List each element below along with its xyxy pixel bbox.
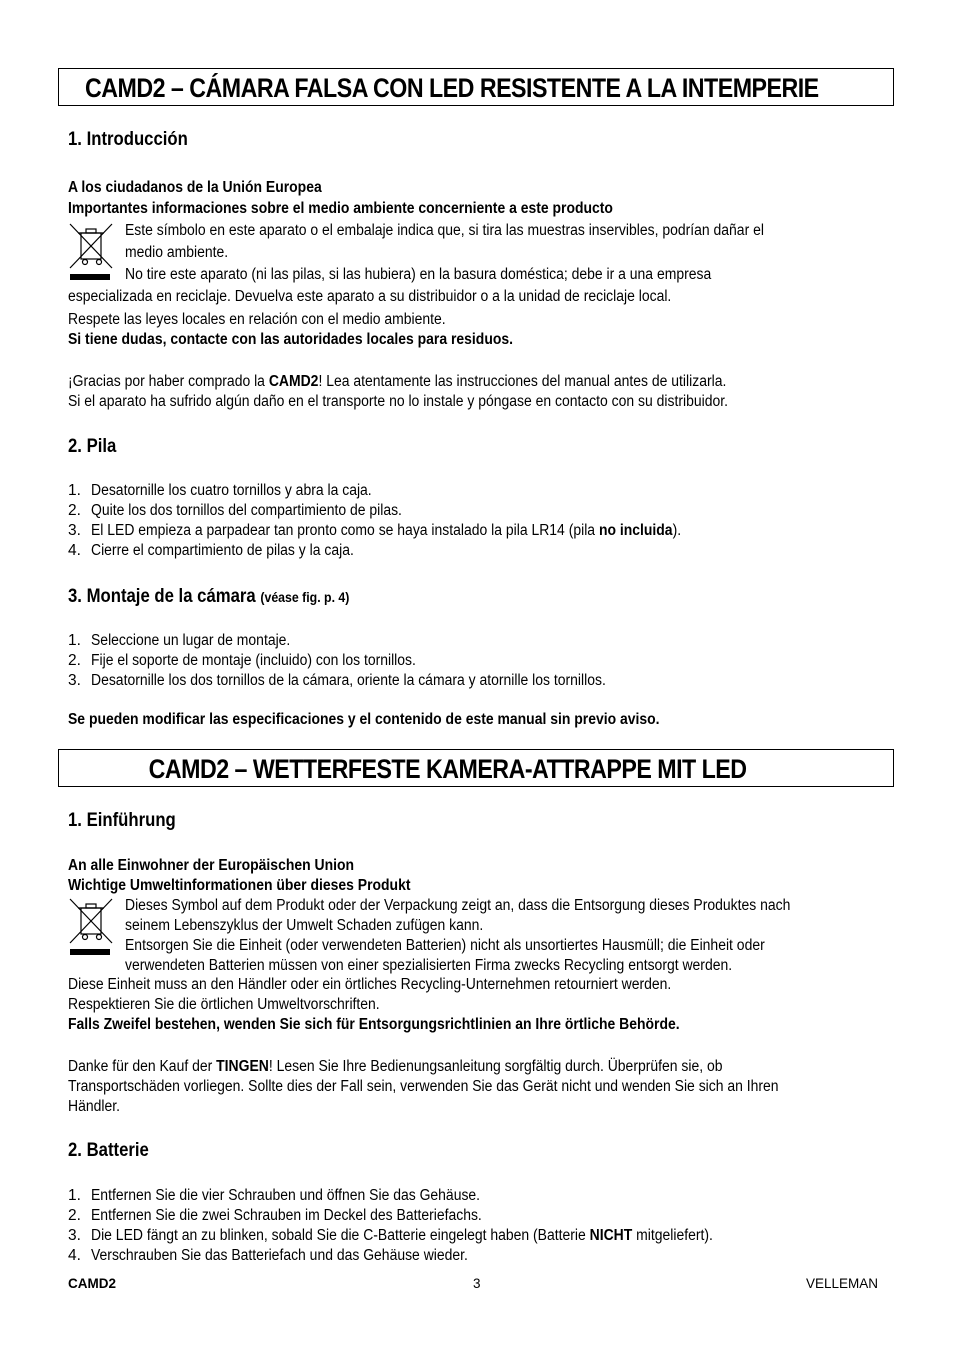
- env-paragraph-3-de: Diese Einheit muss an den Händler oder ein örtliches Recycling-Unternehmen retourniert werden.: [68, 976, 672, 993]
- env-paragraph-5-de: Falls Zweifel bestehen, wenden Sie sich für Entsorgungsrichtlinien an Ihre örtliche Behörde.: [68, 1016, 680, 1033]
- brand-name-es: CAMD2: [268, 373, 319, 390]
- env-paragraph-1b-es: medio ambiente.: [125, 244, 229, 261]
- battery-step-4-es: 4. Cierre el compartimiento de pilas y la caja.: [68, 542, 354, 559]
- battery-step-3-es: 3. El LED empieza a parpadear tan pronto como se haya instalado la pila LR14 (pila no incluida).: [68, 522, 682, 539]
- thanks-line-1-de: Danke für den Kauf der TINGEN! Lesen Sie Ihre Bedienungsanleitung sorgfältig durch. Überprüfen sie, ob: [68, 1058, 723, 1075]
- env-paragraph-1b-de: seinem Lebenszyklus der Umwelt Schaden zufügen kann.: [125, 917, 484, 934]
- battery-step-2-de: 2. Entfernen Sie die zwei Schrauben im Deckel des Batteriefachs.: [68, 1207, 482, 1224]
- notice-es: Se pueden modificar las especificaciones y el contenido de este manual sin previo aviso.: [68, 711, 660, 728]
- thanks-line-2-de: Transportschäden vorliegen. Sollte dies der Fall sein, verwenden Sie das Gerät nicht und wenden Sie sich an Ihren: [68, 1078, 779, 1095]
- env-paragraph-2b-es: especializada en reciclaje. Devuelva este aparato a su distribuidor o a la unidad de reciclaje local.: [68, 288, 672, 305]
- footer-page-number: 3: [473, 1276, 481, 1291]
- heading-mount-es: 3. Montaje de la cámara (véase fig. p. 4): [68, 586, 350, 607]
- mount-step-1-es: 1. Seleccione un lugar de montaje.: [68, 632, 291, 649]
- weee-bin-icon: [68, 222, 114, 280]
- env-heading-es: Importantes informaciones sobre el medio ambiente concerniente a este producto: [68, 200, 613, 217]
- section-title-de: CAMD2 – WETTERFESTE KAMERA-ATTRAPPE MIT LED: [58, 749, 894, 787]
- footer-model: CAMD2: [68, 1276, 117, 1291]
- thanks-line-3-de: Händler.: [68, 1098, 120, 1115]
- env-paragraph-2b-de: verwendeten Batterien müssen von einer spezialisierten Firma zwecks Recycling entsorgt werden.: [125, 957, 733, 974]
- env-paragraph-2a-es: No tire este aparato (ni las pilas, si las hubiera) en la basura doméstica; debe ir a una empresa: [125, 266, 712, 283]
- eu-heading-es: A los ciudadanos de la Unión Europea: [68, 179, 322, 196]
- heading-intro-es: 1. Introducción: [68, 129, 188, 150]
- footer-brand: VELLEMAN: [806, 1276, 879, 1291]
- env-paragraph-2a-de: Entsorgen Sie die Einheit (oder verwendeten Batterien) nicht als unsortiertes Hausmüll; die Einheit oder: [125, 937, 765, 954]
- env-paragraph-4-de: Respektieren Sie die örtlichen Umweltvorschriften.: [68, 996, 380, 1013]
- env-paragraph-1a-de: Dieses Symbol auf dem Produkt oder der Verpackung zeigt an, dass die Entsorgung dieses Produktes nach: [125, 897, 791, 914]
- battery-step-1-es: 1. Desatornille los cuatro tornillos y abra la caja.: [68, 482, 372, 499]
- heading-battery-de: 2. Batterie: [68, 1140, 149, 1161]
- thanks-line-1-es: ¡Gracias por haber comprado la CAMD2! Lea atentamente las instrucciones del manual antes de utilizarla.: [68, 373, 727, 390]
- env-heading-de: Wichtige Umweltinformationen über dieses Produkt: [68, 877, 411, 894]
- mount-step-3-es: 3. Desatornille los dos tornillos de la cámara, oriente la cámara y atornille los tornillos.: [68, 672, 606, 689]
- brand-name-de: TINGEN: [216, 1058, 269, 1075]
- weee-bin-icon-de: [68, 897, 114, 955]
- thanks-line-2-es: Si el aparato ha sufrido algún daño en el transporte no lo instale y póngase en contacto con su distribuidor.: [68, 393, 728, 410]
- section-title-es: CAMD2 – CÁMARA FALSA CON LED RESISTENTE A LA INTEMPERIE: [58, 68, 894, 106]
- mount-step-2-es: 2. Fije el soporte de montaje (incluido) con los tornillos.: [68, 652, 416, 669]
- heading-intro-de: 1. Einführung: [68, 810, 176, 831]
- eu-heading-de: An alle Einwohner der Europäischen Union: [68, 857, 355, 874]
- heading-battery-es: 2. Pila: [68, 436, 117, 457]
- env-paragraph-4-es: Si tiene dudas, contacte con las autoridades locales para residuos.: [68, 331, 514, 348]
- battery-step-1-de: 1. Entfernen Sie die vier Schrauben und öffnen Sie das Gehäuse.: [68, 1187, 481, 1204]
- battery-step-3-de: 3. Die LED fängt an zu blinken, sobald Sie die C-Batterie eingelegt haben (Batterie NICHT mitgeliefert).: [68, 1227, 713, 1244]
- battery-step-4-de: 4. Verschrauben Sie das Batteriefach und das Gehäuse wieder.: [68, 1247, 468, 1264]
- battery-step-2-es: 2. Quite los dos tornillos del compartimiento de pilas.: [68, 502, 402, 519]
- env-paragraph-1a-es: Este símbolo en este aparato o el embalaje indica que, si tira las muestras inservibles, podrían dañar el: [125, 222, 764, 239]
- env-paragraph-3-es: Respete las leyes locales en relación con el medio ambiente.: [68, 311, 446, 328]
